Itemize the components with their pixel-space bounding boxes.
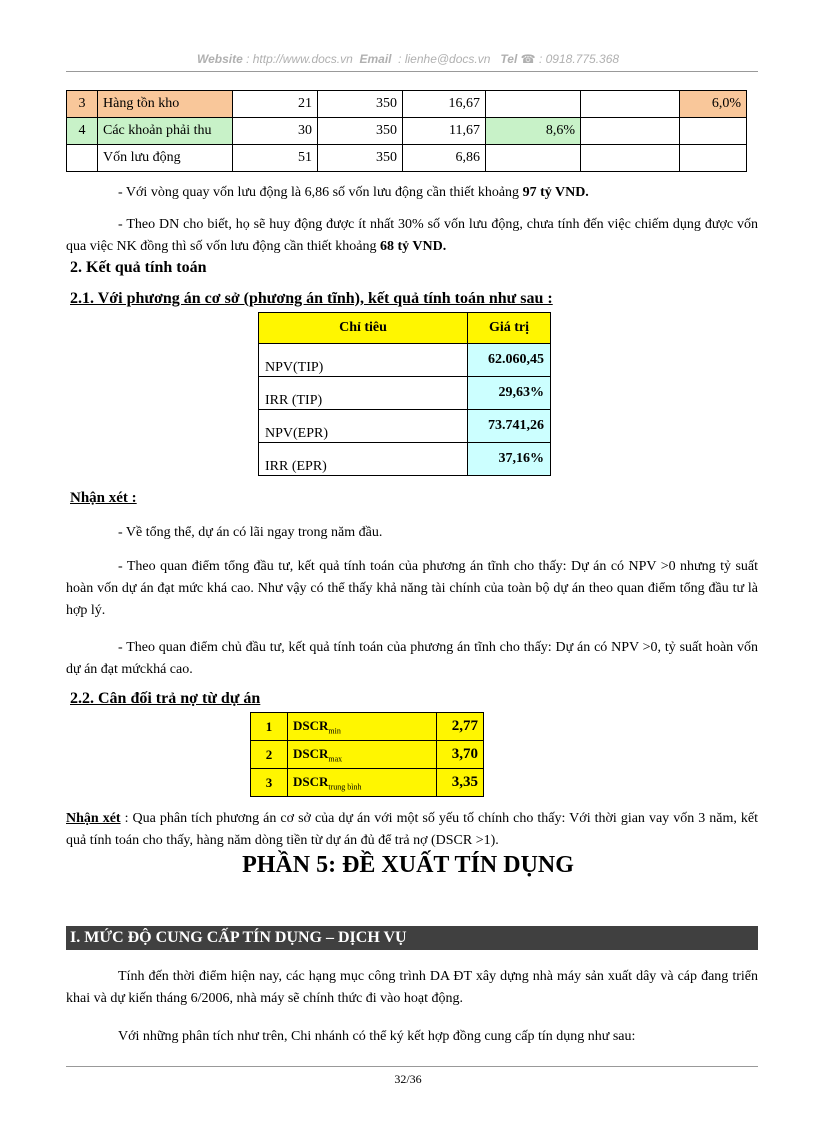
row-number: 3	[67, 91, 98, 118]
metric-value: 37,16%	[468, 443, 551, 476]
cell	[581, 91, 680, 118]
paragraph-status: Tính đến thời điểm hiện nay, các hạng mục công trình DA ĐT xây dựng nhà máy sản xuất dây và cáp đang triển khai và dự kiến tháng 6/2006, nhà máy sẽ chính thức đi vào hoạt động.	[66, 969, 758, 1006]
table-row	[251, 713, 484, 741]
cell: 350	[318, 145, 403, 172]
row-number	[67, 145, 98, 172]
cell: 350	[318, 91, 403, 118]
metric-label: IRR (EPR)	[259, 443, 468, 476]
dscr-value: 2,77	[437, 713, 484, 741]
tel-value: : 0918.775.368	[538, 52, 620, 66]
section-band-title: I. MỨC ĐỘ CUNG CẤP TÍN DỤNG – DỊCH VỤ	[66, 926, 758, 950]
row-number: 3	[251, 769, 288, 797]
row-name: Các khoản phải thu	[98, 118, 233, 145]
comment-2: - Theo quan điểm tổng đầu tư, kết quả tính toán của phương án tĩnh cho thấy: Dự án có NPV >0 nhưng tỷ suất hoàn vốn dự án đạt mức khá cao. Như vậy có thể thấy khả năng tài chính của toàn bộ dự án theo quan điểm tổng đầu tư là hợp lý.	[66, 559, 758, 618]
column-header: Chỉ tiêu	[259, 313, 468, 344]
part-title: PHẦN 5: ĐỀ XUẤT TÍN DỤNG	[242, 852, 574, 878]
comment-debt-title: Nhận xét	[66, 811, 121, 826]
table-header-row	[259, 313, 551, 344]
cell	[486, 145, 581, 172]
cell	[680, 145, 747, 172]
cell: 21	[233, 91, 318, 118]
table-row	[259, 443, 551, 476]
metric-value: 29,63%	[468, 377, 551, 410]
cell: 51	[233, 145, 318, 172]
cell: 11,67	[403, 118, 486, 145]
row-number: 1	[251, 713, 288, 741]
paragraph-text: - Với vòng quay vốn lưu động là 6,86 số vốn lưu động cần thiết khoảng	[118, 185, 523, 200]
comment-heading: Nhận xét :	[70, 490, 137, 506]
paragraph-text: - Theo DN cho biết, họ sẽ huy động được ít nhất 30% số vốn lưu động, chưa tính đến việc chiếm dụng được vốn qua việc NK đồng thì số vốn lưu động cần thiết khoảng	[66, 217, 758, 254]
subsection-heading: 2.1. Với phương án cơ sở (phương án tĩnh), kết quả tính toán như sau :	[70, 290, 553, 307]
paragraph-working-capital	[66, 182, 758, 204]
email-label: Email	[359, 52, 392, 66]
dscr-subscript: min	[328, 726, 341, 736]
row-name: Hàng tồn kho	[98, 91, 233, 118]
cell	[581, 145, 680, 172]
row-number: 4	[67, 118, 98, 145]
paragraph-bold: 97 tỷ VND.	[522, 185, 589, 200]
table-row	[259, 344, 551, 377]
dscr-value: 3,70	[437, 741, 484, 769]
cell: 350	[318, 118, 403, 145]
paragraph-mobilization	[66, 214, 758, 258]
table-row	[67, 91, 747, 118]
dscr-label	[288, 741, 437, 769]
table-row	[251, 741, 484, 769]
email-value: : lienhe@docs.vn	[398, 52, 491, 66]
metric-label: IRR (TIP)	[259, 377, 468, 410]
page-number: 32/36	[394, 1072, 422, 1086]
metric-label: NPV(TIP)	[259, 344, 468, 377]
section-heading: 2. Kết quả tính toán	[70, 259, 207, 276]
website-value: : http://www.docs.vn	[246, 52, 353, 66]
column-header: Giá trị	[468, 313, 551, 344]
dscr-text: DSCR	[293, 745, 329, 761]
dscr-label	[288, 713, 437, 741]
header-divider	[66, 71, 758, 72]
table-row	[67, 145, 747, 172]
cell: 8,6%	[486, 118, 581, 145]
cell: 6,86	[403, 145, 486, 172]
metric-value: 62.060,45	[468, 344, 551, 377]
table-row	[259, 410, 551, 443]
comment-3: - Theo quan điểm chủ đầu tư, kết quả tính toán của phương án tĩnh cho thấy: Dự án có NPV >0, tỷ suất hoàn vốn dự án đạt mứckhá cao.	[66, 640, 758, 677]
dscr-label	[288, 769, 437, 797]
row-number: 2	[251, 741, 288, 769]
table-row	[251, 769, 484, 797]
metric-value: 73.741,26	[468, 410, 551, 443]
paragraph-proposal: Với những phân tích như trên, Chi nhánh có thể ký kết hợp đồng cung cấp tín dụng như sau:	[118, 1029, 636, 1044]
cell	[486, 91, 581, 118]
cell	[581, 118, 680, 145]
row-name: Vốn lưu động	[98, 145, 233, 172]
dscr-text: DSCR	[293, 717, 329, 733]
dscr-subscript: trung bình	[328, 782, 362, 792]
comment-1: - Về tổng thể, dự án có lãi ngay trong năm đầu.	[118, 525, 383, 540]
paragraph-bold: 68 tỷ VND.	[379, 239, 447, 254]
subsection-heading: 2.2. Cân đối trả nợ từ dự án	[70, 690, 261, 707]
cell: 16,67	[403, 91, 486, 118]
phone-icon: ☎	[520, 52, 536, 66]
cell	[680, 118, 747, 145]
dscr-subscript: max	[328, 754, 343, 764]
dscr-table	[250, 712, 484, 797]
table-row	[67, 118, 747, 145]
cell: 30	[233, 118, 318, 145]
comment-debt-text: : Qua phân tích phương án cơ sở của dự án với một số yếu tố chính cho thấy: Với thời gian vay vốn 3 năm, kết quả tính toán cho thấy, hàng năm dòng tiền từ dự án đủ để trả nợ (DSCR >1).	[66, 811, 758, 848]
dscr-text: DSCR	[293, 773, 329, 789]
comment-debt	[66, 808, 758, 852]
table-row	[259, 377, 551, 410]
website-label: Website	[196, 52, 243, 66]
working-capital-table	[66, 90, 747, 172]
footer-divider	[66, 1066, 758, 1067]
metric-label: NPV(EPR)	[259, 410, 468, 443]
results-table	[258, 312, 551, 476]
dscr-value: 3,35	[437, 769, 484, 797]
cell: 6,0%	[680, 91, 747, 118]
page-header	[0, 52, 816, 66]
tel-label: Tel	[500, 52, 518, 66]
